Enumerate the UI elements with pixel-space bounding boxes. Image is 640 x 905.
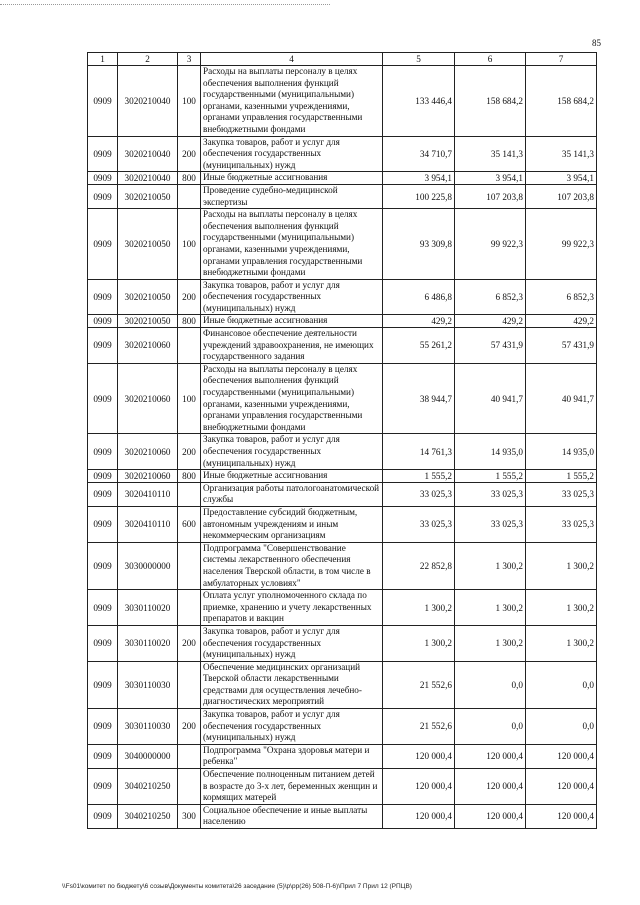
amount-col-7-cell: 33 025,3 [526,482,597,506]
expense-kind-cell [178,769,201,805]
amount-col-5-cell: 22 852,8 [383,542,455,589]
amount-col-5-cell: 33 025,3 [383,482,455,506]
expense-kind-cell: 200 [178,434,201,470]
footer-file-path: \\Fs01\комитет по бюджету\6 созыв\Документы комитета\26 заседание (5)\р\рр(26) 508-П-6)\Прил 7 Прил 12 (РПЦВ) [62,883,412,890]
amount-col-6-cell: 35 141,3 [455,136,526,172]
section-code-cell: 0909 [88,184,118,208]
target-code-cell: 3030110030 [118,661,178,708]
description-cell: Иные бюджетные ассигнования [201,172,383,185]
section-code-cell: 0909 [88,506,118,542]
table-row [88,279,597,315]
section-code-cell: 0909 [88,66,118,137]
target-code-cell: 3020210050 [118,315,178,328]
table-row [88,804,597,828]
amount-col-7-cell: 120 000,4 [526,744,597,768]
description-cell: Расходы на выплаты персоналу в целях обеспечения выполнения функций государственными (муниципальными) органами, казенными учреждениями, органами управления государственными внебюджетными фондами [201,209,383,280]
expense-kind-cell [178,542,201,589]
target-code-cell: 3020210040 [118,172,178,185]
expense-kind-cell [178,661,201,708]
expense-kind-cell: 200 [178,709,201,745]
table-row [88,769,597,805]
table-row [88,434,597,470]
expense-kind-cell: 200 [178,136,201,172]
expense-kind-cell [178,482,201,506]
description-cell: Проведение судебно-медицинской экспертизы [201,184,383,208]
amount-col-6-cell: 0,0 [455,709,526,745]
table-row [88,590,597,626]
table-row [88,184,597,208]
amount-col-6-cell: 40 941,7 [455,363,526,434]
expense-kind-cell: 200 [178,625,201,661]
amount-col-5-cell: 38 944,7 [383,363,455,434]
target-code-cell: 3020210060 [118,328,178,364]
description-cell: Оплата услуг уполномоченного склада по приемке, хранению и учету лекарственных препаратов и вакцин [201,590,383,626]
description-cell: Предоставление субсидий бюджетным, автономным учреждениям и иным некоммерческим организациям [201,506,383,542]
amount-col-5-cell: 1 300,2 [383,625,455,661]
expense-kind-cell: 200 [178,279,201,315]
amount-col-7-cell: 0,0 [526,661,597,708]
amount-col-5-cell: 120 000,4 [383,769,455,805]
amount-col-5-cell: 55 261,2 [383,328,455,364]
table-row [88,506,597,542]
target-code-cell: 3020410110 [118,482,178,506]
target-code-cell: 3020210050 [118,184,178,208]
expense-kind-cell [178,328,201,364]
budget-table [87,52,597,829]
expense-kind-cell [178,184,201,208]
target-code-cell: 3020210060 [118,363,178,434]
target-code-cell: 3040000000 [118,744,178,768]
header-col-3: 3 [178,53,201,66]
target-code-cell: 3020210050 [118,209,178,280]
description-cell: Организация работы патологоанатомической службы [201,482,383,506]
header-col-6: 6 [455,53,526,66]
section-code-cell: 0909 [88,315,118,328]
section-code-cell: 0909 [88,769,118,805]
amount-col-7-cell: 3 954,1 [526,172,597,185]
table-row [88,363,597,434]
target-code-cell: 3040210250 [118,769,178,805]
amount-col-6-cell: 0,0 [455,661,526,708]
amount-col-5-cell: 3 954,1 [383,172,455,185]
amount-col-6-cell: 107 203,8 [455,184,526,208]
description-cell: Расходы на выплаты персоналу в целях обеспечения выполнения функций государственными (муниципальными) органами, казенными учреждениями, органами управления государственными внебюджетными фондами [201,66,383,137]
target-code-cell: 3020210060 [118,470,178,483]
expense-kind-cell: 600 [178,506,201,542]
amount-col-7-cell: 1 300,2 [526,542,597,589]
target-code-cell: 3030110020 [118,590,178,626]
section-code-cell: 0909 [88,172,118,185]
amount-col-7-cell: 1 300,2 [526,625,597,661]
amount-col-6-cell: 33 025,3 [455,506,526,542]
table-row [88,744,597,768]
target-code-cell: 3020210060 [118,434,178,470]
section-code-cell: 0909 [88,328,118,364]
amount-col-5-cell: 429,2 [383,315,455,328]
amount-col-5-cell: 6 486,8 [383,279,455,315]
description-cell: Финансовое обеспечение деятельности учреждений здравоохранения, не имеющих государственного задания [201,328,383,364]
amount-col-6-cell: 120 000,4 [455,769,526,805]
description-cell: Закупка товаров, работ и услуг для обеспечения государственных (муниципальных) нужд [201,279,383,315]
amount-col-5-cell: 133 446,4 [383,66,455,137]
amount-col-5-cell: 120 000,4 [383,744,455,768]
expense-kind-cell: 100 [178,66,201,137]
expense-kind-cell [178,590,201,626]
amount-col-6-cell: 1 300,2 [455,542,526,589]
header-col-5: 5 [383,53,455,66]
amount-col-7-cell: 0,0 [526,709,597,745]
description-cell: Закупка товаров, работ и услуг для обеспечения государственных (муниципальных) нужд [201,434,383,470]
amount-col-6-cell: 6 852,3 [455,279,526,315]
header-col-4: 4 [201,53,383,66]
description-cell: Подпрограмма "Совершенствование системы лекарственного обеспечения населения Тверской области, в том числе в амбулаторных условиях" [201,542,383,589]
amount-col-6-cell: 3 954,1 [455,172,526,185]
section-code-cell: 0909 [88,625,118,661]
target-code-cell: 3030000000 [118,542,178,589]
amount-col-6-cell: 1 300,2 [455,590,526,626]
description-cell: Закупка товаров, работ и услуг для обеспечения государственных (муниципальных) нужд [201,709,383,745]
section-code-cell: 0909 [88,590,118,626]
expense-kind-cell: 300 [178,804,201,828]
section-code-cell: 0909 [88,542,118,589]
target-code-cell: 3020210040 [118,136,178,172]
amount-col-6-cell: 429,2 [455,315,526,328]
amount-col-5-cell: 120 000,4 [383,804,455,828]
amount-col-5-cell: 21 552,6 [383,709,455,745]
section-code-cell: 0909 [88,470,118,483]
description-cell: Закупка товаров, работ и услуг для обеспечения государственных (муниципальных) нужд [201,136,383,172]
description-cell: Расходы на выплаты персоналу в целях обеспечения выполнения функций государственными (муниципальными) органами, казенными учреждениями, органами управления государственными внебюджетными фондами [201,363,383,434]
amount-col-7-cell: 1 555,2 [526,470,597,483]
table-row [88,542,597,589]
amount-col-5-cell: 14 761,3 [383,434,455,470]
amount-col-6-cell: 120 000,4 [455,804,526,828]
section-code-cell: 0909 [88,363,118,434]
table-body [88,66,597,829]
amount-col-6-cell: 99 922,3 [455,209,526,280]
amount-col-7-cell: 107 203,8 [526,184,597,208]
table-row [88,661,597,708]
target-code-cell: 3040210250 [118,804,178,828]
amount-col-5-cell: 33 025,3 [383,506,455,542]
table-row [88,709,597,745]
section-code-cell: 0909 [88,661,118,708]
section-code-cell: 0909 [88,482,118,506]
amount-col-5-cell: 21 552,6 [383,661,455,708]
table-row [88,470,597,483]
amount-col-7-cell: 35 141,3 [526,136,597,172]
description-cell: Обеспечение полноценным питанием детей в возрасте до 3-х лет, беременных женщин и кормящих матерей [201,769,383,805]
description-cell: Закупка товаров, работ и услуг для обеспечения государственных (муниципальных) нужд [201,625,383,661]
amount-col-6-cell: 1 555,2 [455,470,526,483]
table-row [88,328,597,364]
expense-kind-cell: 100 [178,209,201,280]
amount-col-7-cell: 120 000,4 [526,804,597,828]
expense-kind-cell: 800 [178,315,201,328]
amount-col-6-cell: 120 000,4 [455,744,526,768]
expense-kind-cell: 800 [178,172,201,185]
description-cell: Социальное обеспечение и иные выплаты населению [201,804,383,828]
section-code-cell: 0909 [88,744,118,768]
expense-kind-cell: 100 [178,363,201,434]
table-row [88,482,597,506]
amount-col-5-cell: 1 555,2 [383,470,455,483]
expense-kind-cell [178,744,201,768]
header-col-1: 1 [88,53,118,66]
table-row [88,209,597,280]
header-col-2: 2 [118,53,178,66]
amount-col-6-cell: 1 300,2 [455,625,526,661]
section-code-cell: 0909 [88,434,118,470]
target-code-cell: 3020410110 [118,506,178,542]
table-row [88,172,597,185]
description-cell: Подпрограмма "Охрана здоровья матери и ребенка" [201,744,383,768]
amount-col-7-cell: 33 025,3 [526,506,597,542]
target-code-cell: 3030110030 [118,709,178,745]
amount-col-7-cell: 40 941,7 [526,363,597,434]
section-code-cell: 0909 [88,279,118,315]
amount-col-7-cell: 429,2 [526,315,597,328]
amount-col-5-cell: 1 300,2 [383,590,455,626]
amount-col-5-cell: 100 225,8 [383,184,455,208]
section-code-cell: 0909 [88,209,118,280]
target-code-cell: 3020210040 [118,66,178,137]
amount-col-6-cell: 57 431,9 [455,328,526,364]
section-code-cell: 0909 [88,804,118,828]
top-edge-rule [0,4,330,5]
table-row [88,66,597,137]
table-row [88,625,597,661]
target-code-cell: 3030110020 [118,625,178,661]
amount-col-7-cell: 158 684,2 [526,66,597,137]
amount-col-7-cell: 14 935,0 [526,434,597,470]
header-col-7: 7 [526,53,597,66]
target-code-cell: 3020210050 [118,279,178,315]
expense-kind-cell: 800 [178,470,201,483]
amount-col-7-cell: 120 000,4 [526,769,597,805]
amount-col-6-cell: 33 025,3 [455,482,526,506]
description-cell: Иные бюджетные ассигнования [201,470,383,483]
amount-col-5-cell: 93 309,8 [383,209,455,280]
amount-col-7-cell: 57 431,9 [526,328,597,364]
amount-col-6-cell: 158 684,2 [455,66,526,137]
amount-col-7-cell: 99 922,3 [526,209,597,280]
table-header-row [88,53,597,66]
page-number: 85 [592,38,601,48]
table-row [88,136,597,172]
section-code-cell: 0909 [88,709,118,745]
amount-col-7-cell: 1 300,2 [526,590,597,626]
section-code-cell: 0909 [88,136,118,172]
table-row [88,315,597,328]
amount-col-6-cell: 14 935,0 [455,434,526,470]
description-cell: Обеспечение медицинских организаций Тверской области лекарственными средствами для осуществления лечебно-диагностических мероприятий [201,661,383,708]
amount-col-5-cell: 34 710,7 [383,136,455,172]
amount-col-7-cell: 6 852,3 [526,279,597,315]
description-cell: Иные бюджетные ассигнования [201,315,383,328]
